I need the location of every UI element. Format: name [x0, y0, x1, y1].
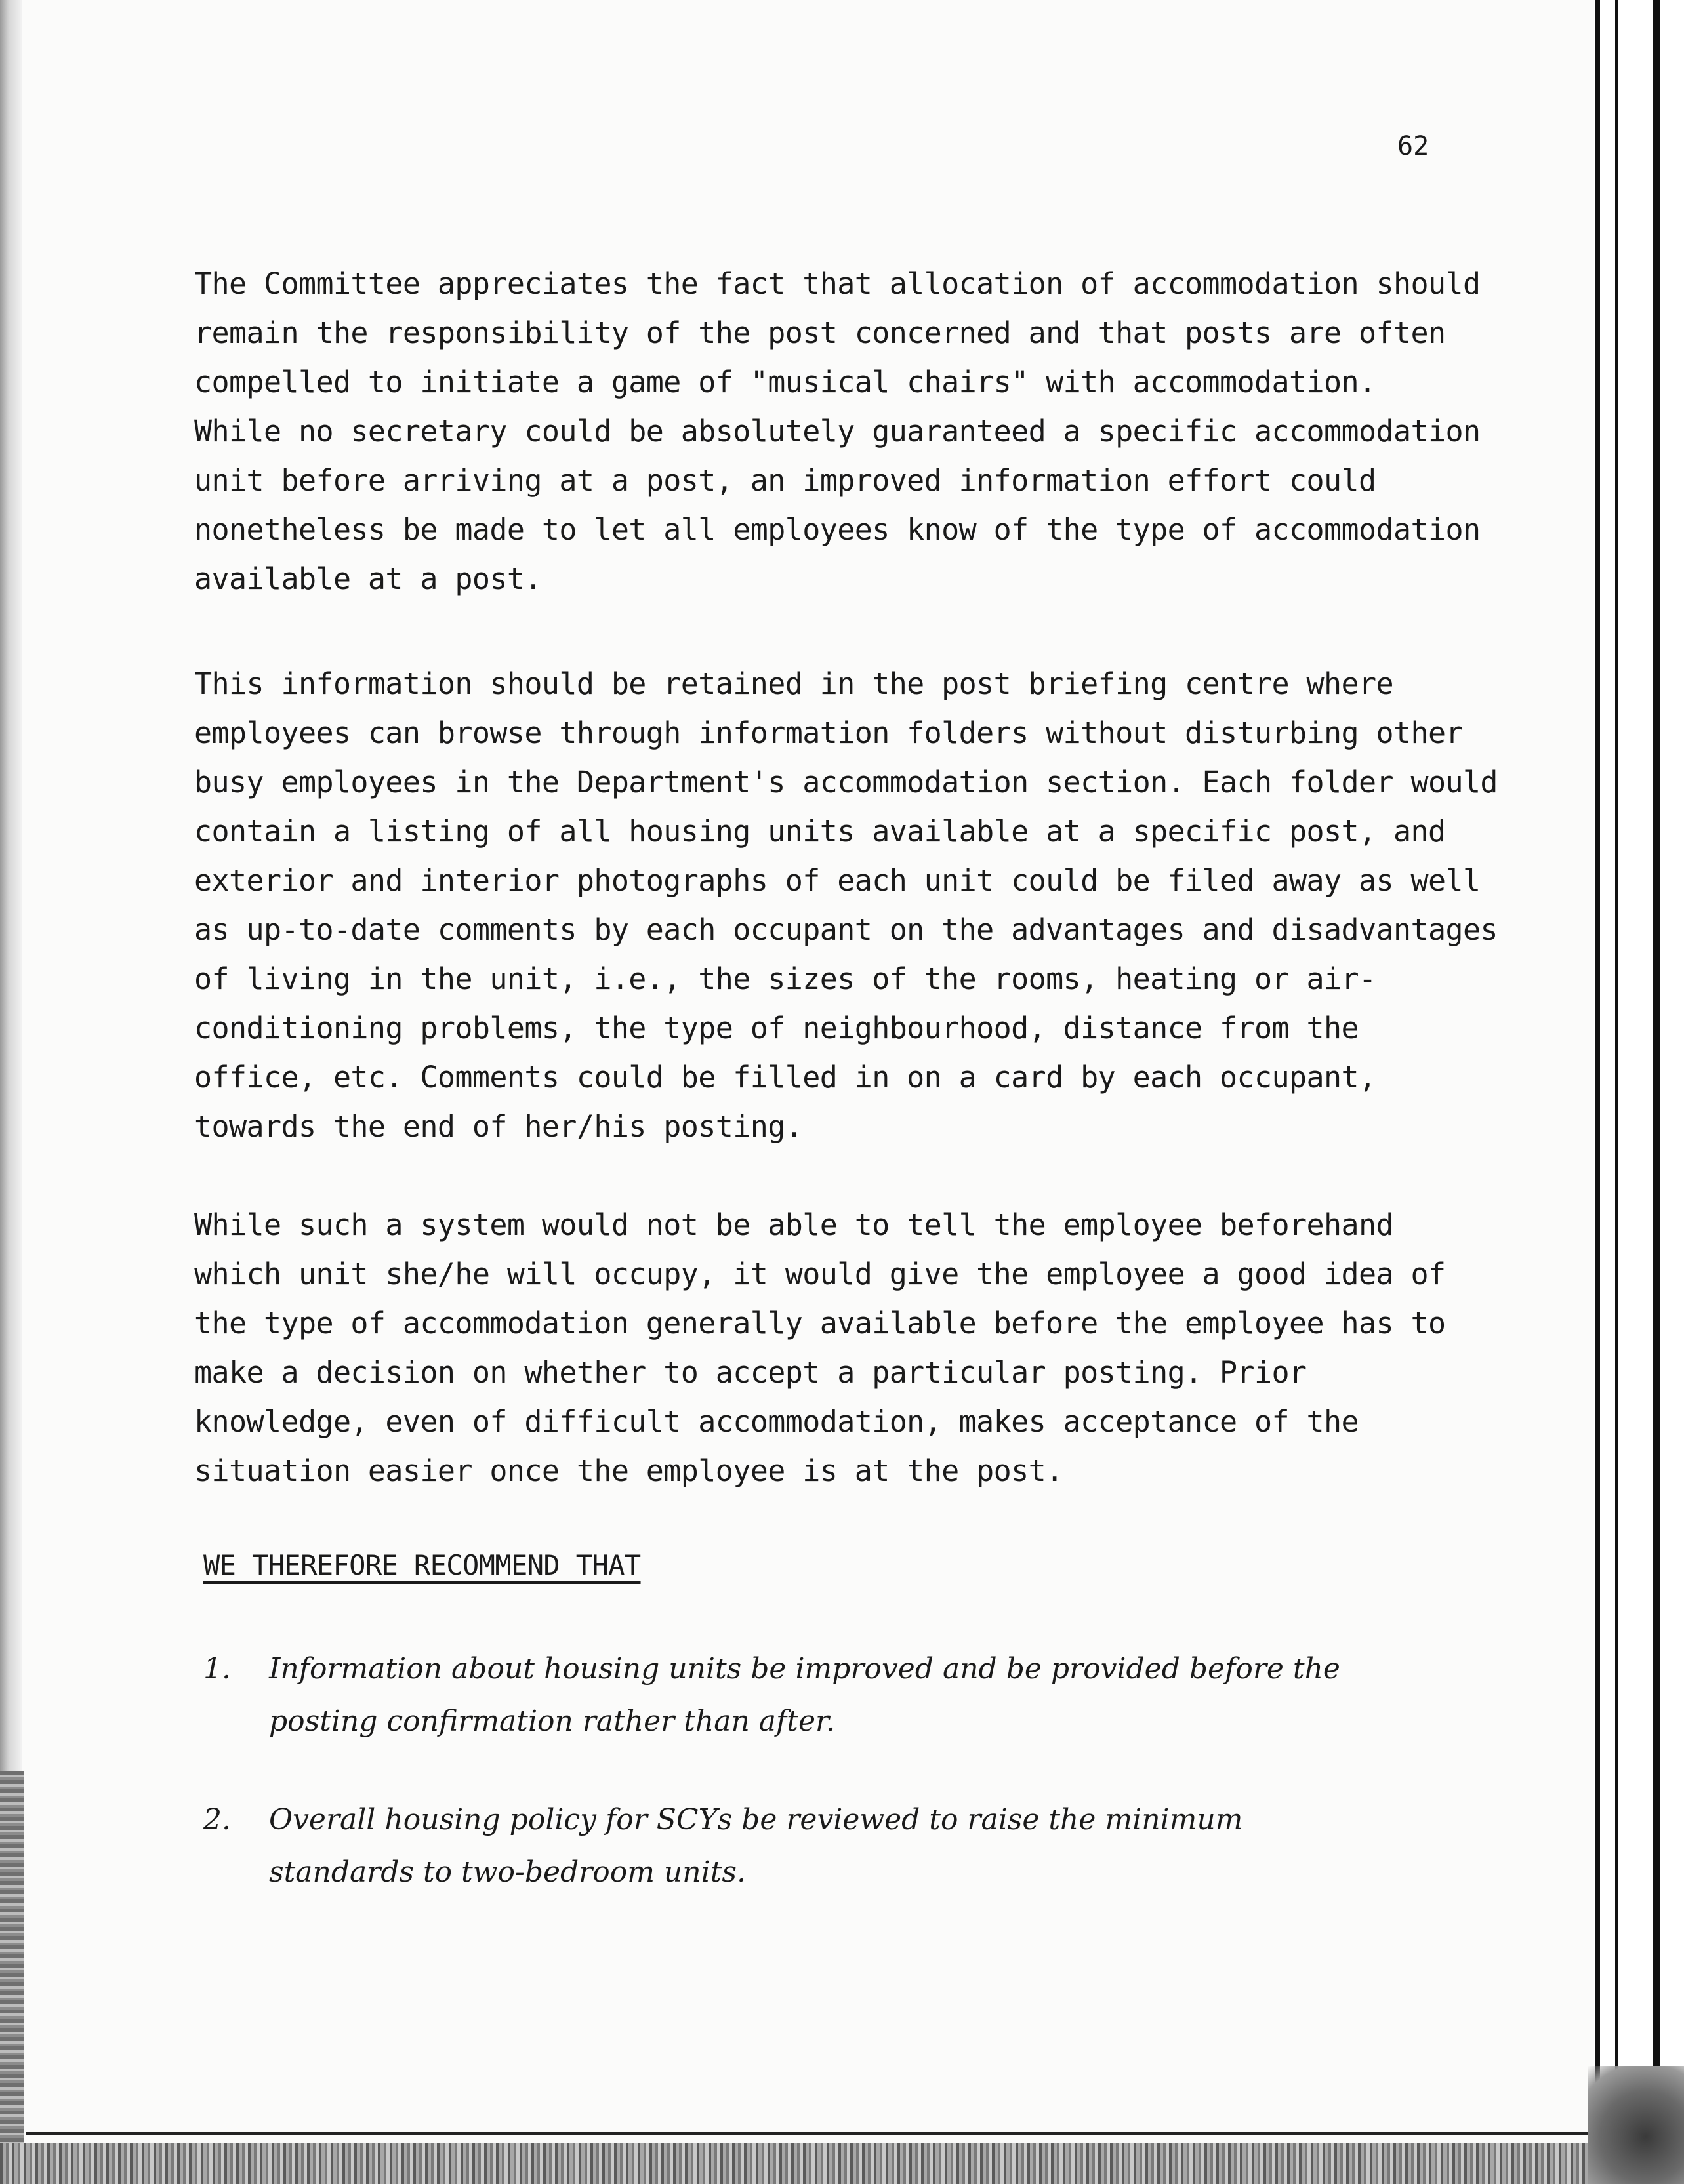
text-line: towards the end of her/his posting.	[194, 1109, 803, 1144]
scan-bottom-edge	[0, 2143, 1684, 2184]
recommendation-text	[269, 1643, 1489, 1748]
text-line: make a decision on whether to accept a particular posting. Prior	[194, 1355, 1307, 1390]
scan-bottom-line	[26, 2132, 1601, 2135]
paragraph	[194, 259, 1493, 603]
text-line: conditioning problems, the type of neighbourhood, distance from the	[194, 1011, 1359, 1045]
text-line: Information about housing units be improved and be provided before the	[269, 1652, 1340, 1686]
text-line: employees can browse through information folders without disturbing other	[194, 716, 1463, 750]
recommendation-heading: WE THEREFORE RECOMMEND THAT	[203, 1549, 641, 1581]
recommendation-number: 1.	[203, 1652, 231, 1686]
text-line: situation easier once the employee is at the post.	[194, 1453, 1063, 1488]
text-line: which unit she/he will occupy, it would give the employee a good idea of	[194, 1257, 1446, 1291]
text-line: the type of accommodation generally available before the employee has to	[194, 1306, 1446, 1341]
text-line: standards to two-bedroom units.	[269, 1855, 746, 1889]
text-line: While no secretary could be absolutely guaranteed a specific accommodation	[194, 414, 1481, 449]
text-line: posting confirmation rather than after.	[269, 1705, 836, 1738]
text-line: busy employees in the Department's accommodation section. Each folder would	[194, 765, 1498, 799]
scan-right-binding	[1594, 0, 1684, 2184]
text-line: office, etc. Comments could be filled in on a card by each occupant,	[194, 1060, 1376, 1095]
scan-corner-shadow	[1588, 2066, 1684, 2184]
text-line: exterior and interior photographs of each unit could be filed away as well	[194, 863, 1481, 898]
binding-line	[1595, 0, 1600, 2099]
text-line: as up-to-date comments by each occupant on the advantages and disadvantages	[194, 912, 1498, 947]
text-line: available at a post.	[194, 561, 542, 596]
text-line: remain the responsibility of the post concerned and that posts are often	[194, 315, 1446, 350]
binding-line	[1653, 0, 1660, 2138]
text-line: This information should be retained in the post briefing centre where	[194, 666, 1393, 701]
text-line: of living in the unit, i.e., the sizes of the rooms, heating or air-	[194, 961, 1376, 996]
binding-line	[1615, 0, 1618, 2125]
text-line: nonetheless be made to let all employees know of the type of accommodation	[194, 512, 1481, 547]
text-line: contain a listing of all housing units available at a specific post, and	[194, 814, 1446, 849]
text-line: Overall housing policy for SCYs be reviewed to raise the minimum	[269, 1803, 1243, 1836]
page-number: 62	[1397, 131, 1429, 161]
paragraph	[194, 659, 1498, 1151]
text-line: The Committee appreciates the fact that allocation of accommodation should	[194, 266, 1481, 301]
text-line: knowledge, even of difficult accommodation, makes acceptance of the	[194, 1404, 1359, 1439]
recommendation-text	[269, 1794, 1489, 1899]
text-line: While such a system would not be able to tell the employee beforehand	[194, 1207, 1393, 1242]
recommendation-number: 2.	[203, 1803, 231, 1836]
text-line: compelled to initiate a game of "musical chairs" with accommodation.	[194, 365, 1376, 399]
scan-left-edge-shadow	[0, 1771, 24, 2184]
text-line: unit before arriving at a post, an improved information effort could	[194, 463, 1376, 498]
paragraph	[194, 1200, 1493, 1495]
